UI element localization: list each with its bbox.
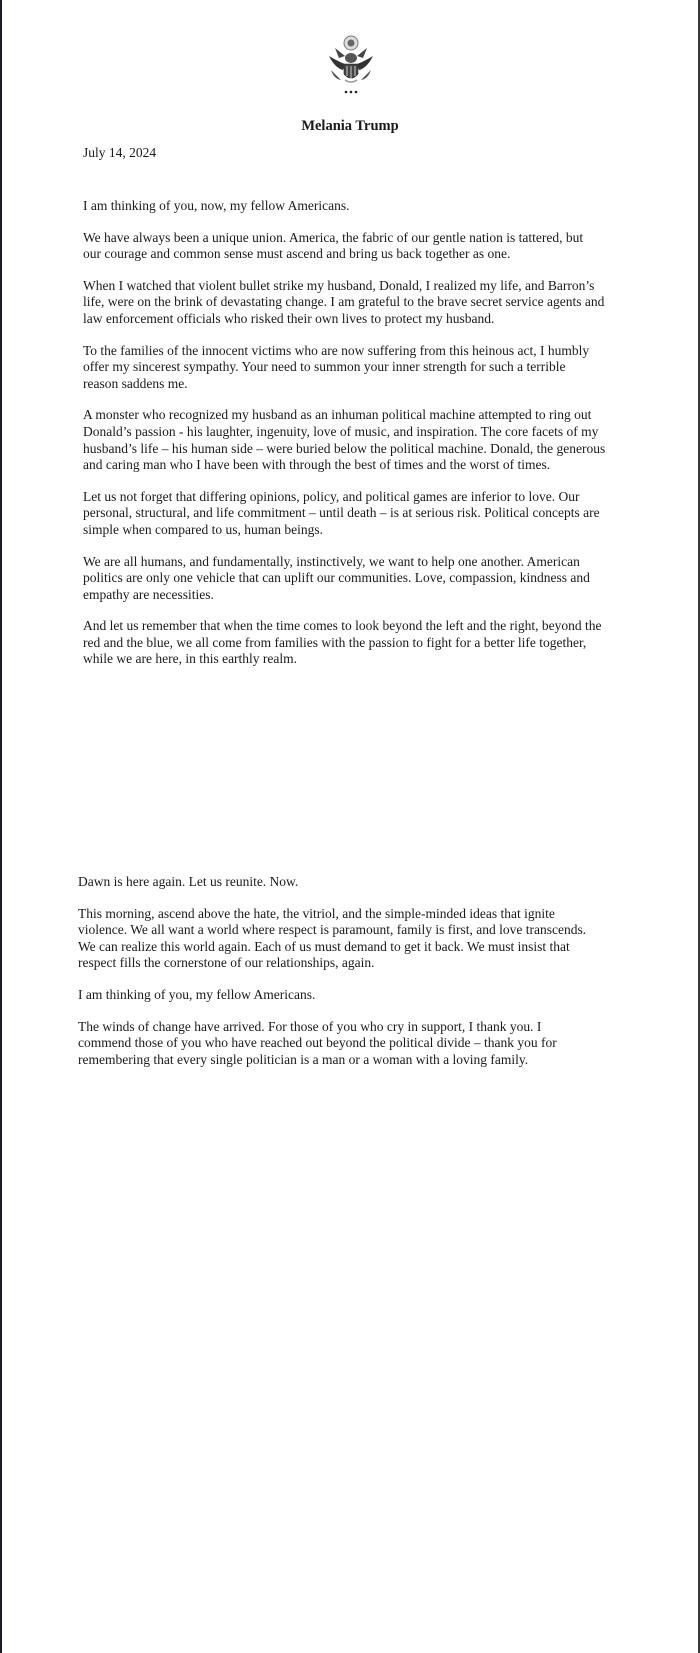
paragraph: The winds of change have arrived. For those of you who cry in support, I thank you. I commend those of you who have reached out beyond the political divide – thank you for remembering that every single politician is a man or a woman with a loving family.: [78, 1018, 557, 1067]
great-seal-eagle-icon: [325, 34, 377, 96]
paragraph: A monster who recognized my husband as an inhuman political machine attempted to ring out Donald’s passion - his laughter, ingenuity, love of music, and inspiration. The core facets of my husband’s life – his human side – were buried below the political machine. Donald, the generous and caring man who I have been with through the best of times and the worst of times.: [83, 407, 606, 473]
paragraph: This morning, ascend above the hate, the vitriol, and the simple-minded ideas that ignite violence. We all want a world where respect is paramount, family is first, and love transcends. We can realize this world again. Each of us must demand to get it back. We must insist that respect fills the cornerstone of our relationships, again.: [78, 905, 587, 971]
paragraph: Let us not forget that differing opinions, policy, and political games are inferior to love. Our personal, structural, and life commitment – until death – is at serious risk. Political concepts are simple when compared to us, human beings.: [83, 488, 600, 537]
paragraph: I am thinking of you, my fellow Americans.: [78, 986, 316, 1002]
paragraph: When I watched that violent bullet strike my husband, Donald, I realized my life, and Barron’s life, were on the brink of devastating change. I am grateful to the brave secret service agents and law enforcement officials who risked their own lives to protect my husband.: [83, 277, 605, 326]
paragraph: Dawn is here again. Let us reunite. Now.: [78, 874, 299, 889]
paragraph: To the families of the innocent victims who are now suffering from this heinous act, I humbly offer my sincerest sympathy. Your need to summon your inner strength for such a terrible reason saddens me.: [83, 342, 590, 391]
paragraph: We have always been a unique union. America, the fabric of our gentle nation is tattered, but our courage and common sense must ascend and bring us back together as one.: [83, 229, 584, 262]
paragraph: We are all humans, and fundamentally, instinctively, we want to help one another. American politics are only one vehicle that can uplift our communities. Love, compassion, kindness and empathy are necessities.: [83, 553, 590, 602]
letter-section-2: [78, 874, 653, 1083]
paragraph: I am thinking of you, now, my fellow Americans.: [83, 198, 350, 213]
paragraph: And let us remember that when the time comes to look beyond the left and the right, beyond the red and the blue, we all come from families with the passion to fight for a better life together, while we are here, in this earthly realm.: [83, 618, 602, 667]
author-name: Melania Trump: [301, 118, 399, 134]
letter-date: July 14, 2024: [83, 145, 157, 160]
letter-section-1: [83, 198, 658, 683]
page-edge-left: [0, 0, 2, 1653]
